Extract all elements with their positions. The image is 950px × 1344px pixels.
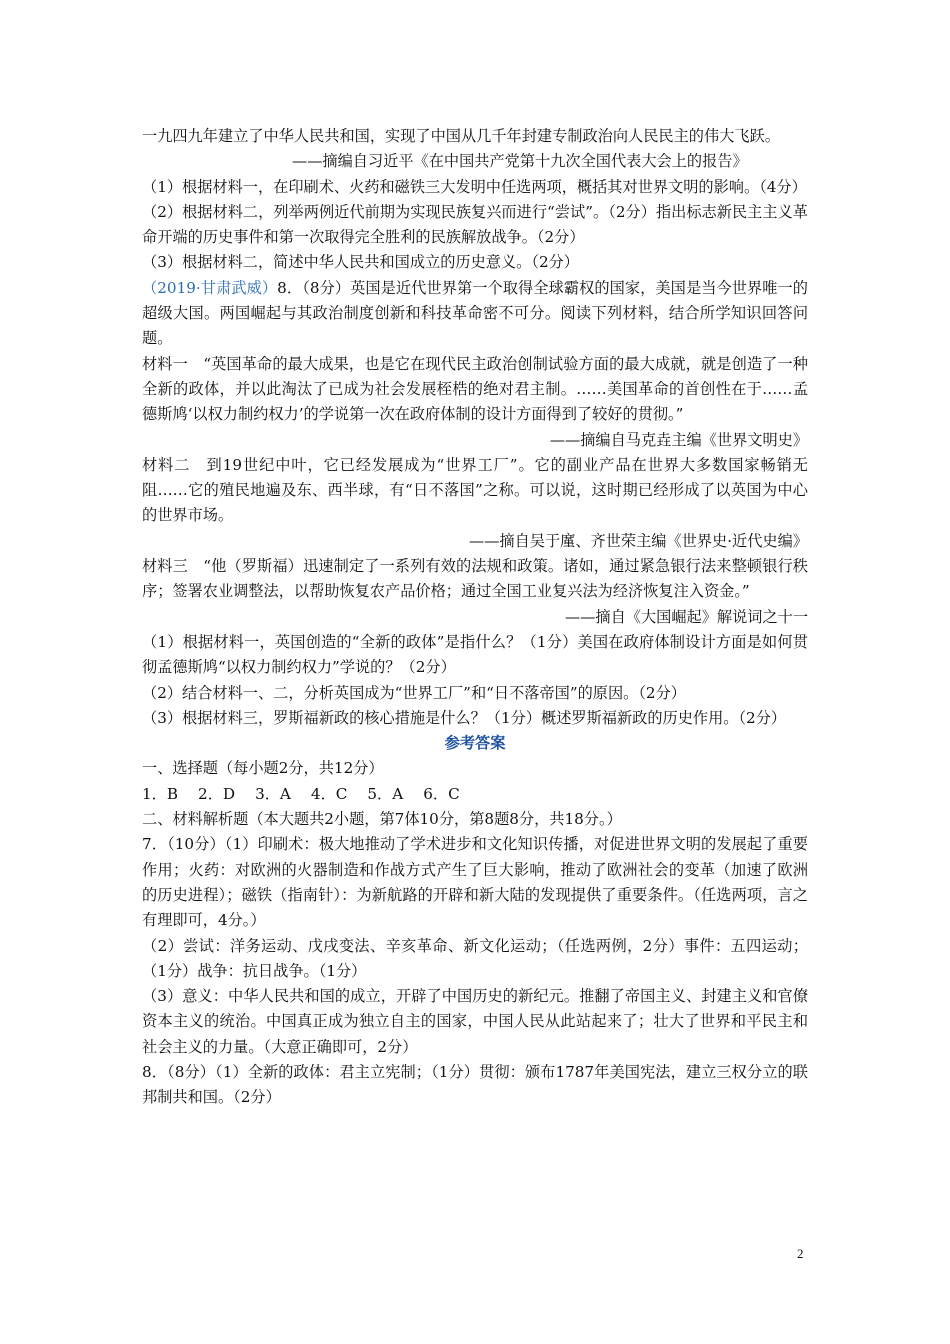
- source-citation: ——摘自《大国崛起》解说词之十一: [565, 607, 808, 626]
- answer-8-1: 8．（8分）（1）全新的政体：君主立宪制；（1分）贯彻：颁布1787年美国宪法，建立三权分立的联邦制共和国。（2分）: [142, 1062, 808, 1107]
- question-source-tag: （2019·甘肃武威）: [142, 278, 278, 297]
- material-3: 材料三 “他（罗斯福）迅速制定了一系列有效的法规和政策。诸如，通过紧急银行法来整顿银行秩序；签署农业调整法，以帮助恢复农产品价格；通过全国工业复兴法为经济恢复注入资金。”: [142, 557, 808, 601]
- question-7-1: （1）根据材料一，在印刷术、火药和磁铁三大发明中任选两项，概括其对世界文明的影响。（4分）: [142, 177, 807, 196]
- question-8-3: （3）根据材料三，罗斯福新政的核心措施是什么？（1分）概述罗斯福新政的历史作用。（2分）: [142, 708, 787, 727]
- document-body: [142, 124, 808, 1111]
- question-8-text: 8．（8分）英国是近代世界第一个取得全球霸权的国家，美国是当今世界唯一的超级大国。两国崛起与其政治制度创新和科技革命密不可分。阅读下列材料，结合所学知识回答问题。: [142, 278, 808, 348]
- material-1: 材料一 “英国革命的最大成果，也是它在现代民主政治创制试验方面的最大成就，就是创造了一种全新的政体，并以此淘汰了已成为社会发展桎梏的绝对君主制。……美国革命的首创性在于……孟德斯鸠‘以权力制约权力’的学说第一次在政府体制的设计方面得到了较好的贯彻。”: [142, 354, 808, 424]
- question-8-intro: [142, 276, 808, 352]
- answer-section-1: 一、选择题（每小题2分，共12分）: [142, 759, 384, 778]
- question-8-2: （2）结合材料一、二，分析英国成为“世界工厂”和“日不落帝国”的原因。（2分）: [142, 683, 686, 702]
- material-2: 材料二 到19世纪中叶，它已经发展成为“世界工厂”。它的副业产品在世界大多数国家畅销无阻……它的殖民地遍及东、西半球，有“日不落国”之称。可以说，这时期已经形成了以英国为中心的世界市场。: [142, 455, 808, 525]
- answer-7-3: （3）意义：中华人民共和国的成立，开辟了中国历史的新纪元。推翻了帝国主义、封建主义和官僚资本主义的统治。中国真正成为独立自主的国家，中国人民从此站起来了；壮大了世界和平民主和社会主义的力量。（大意正确即可，2分）: [142, 987, 808, 1056]
- answers-heading: 参考答案: [444, 734, 506, 753]
- answer-7-1: 7．（10分）（1）印刷术：极大地推动了学术进步和文化知识传播，对促进世界文明的发展起了重要作用；火药：对欧洲的火器制造和作战方式产生了巨大影响，推动了欧洲社会的变革（加速了欧洲的历史进程）；磁铁（指南针）：为新航路的开辟和新大陆的发现提供了重要条件。（任选两项，言之有理即可，4分。）: [142, 835, 808, 930]
- source-citation: ——摘自吴于廑、齐世荣主编《世界史·近代史编》: [469, 531, 808, 550]
- answer-7-2: （2）尝试：洋务运动、戊戌变法、辛亥革命、新文化运动；（任选两例，2分）事件：五四运动；（1分）战争：抗日战争。（1分）: [142, 936, 808, 980]
- source-citation: ——摘编自马克垚主编《世界文明史》: [549, 430, 808, 449]
- question-8-1: （1）根据材料一，英国创造的“全新的政体”是指什么？（1分）美国在政府体制设计方面是如何贯彻孟德斯鸠“以权力制约权力”学说的？（2分）: [142, 632, 808, 677]
- answer-choices: 1．B 2．D 3．A 4．C 5．A 6．C: [142, 784, 460, 803]
- source-citation: ——摘编自习近平《在中国共产党第十九次全国代表大会上的报告》: [292, 152, 748, 171]
- page-number: 2: [797, 1246, 804, 1261]
- question-7-2: （2）根据材料二，列举两例近代前期为实现民族复兴而进行“尝试”。（2分）指出标志新民主主义革命开端的历史事件和第一次取得完全胜利的民族解放战争。（2分）: [142, 202, 808, 247]
- question-7-3: （3）根据材料二，简述中华人民共和国成立的历史意义。（2分）: [142, 253, 579, 272]
- answer-section-2: 二、材料解析题（本大题共2小题，第7体10分，第8题8分，共18分。）: [142, 810, 622, 829]
- material-text: 一九四九年建立了中华人民共和国，实现了中国从几千年封建专制政治向人民民主的伟大飞跃。: [142, 127, 780, 145]
